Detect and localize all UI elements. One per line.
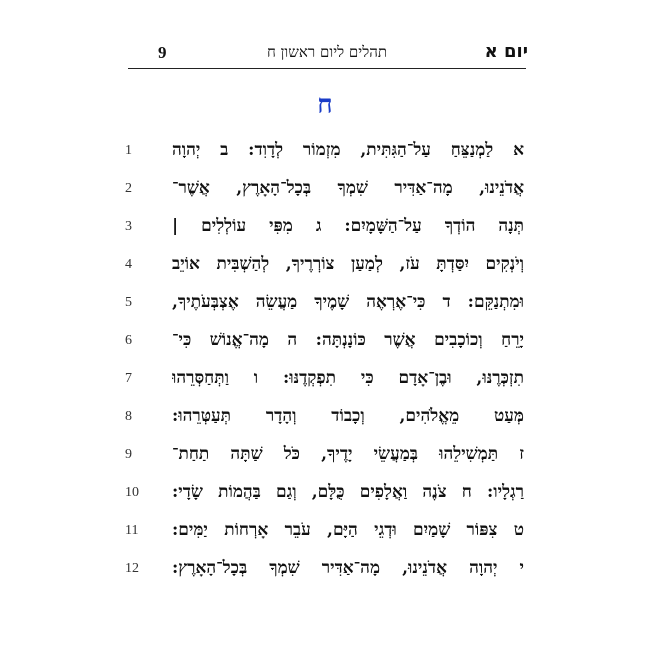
line-number: 11 — [125, 523, 139, 538]
line-number: 8 — [125, 409, 132, 424]
line-number: 2 — [125, 181, 132, 196]
header-day: יום א — [484, 41, 528, 62]
verse-line: ט צִפּוֹר שָׁמַיִם וּדְגֵי הַיָּם, עֹבֵר אָרְחוֹת יַמִּים: — [172, 520, 524, 540]
running-header — [128, 40, 526, 68]
line-number: 3 — [125, 219, 132, 234]
line-number: 12 — [125, 561, 139, 576]
page-number: 9 — [158, 43, 167, 62]
verse-line: תִזְכְּרֶנּוּ, וּבֶן־אָדָם כִּי תִפְקְדֶנּוּ: ו וַתְּחַסְּרֵהוּ — [172, 368, 524, 388]
verse-line: מְּעַט מֵאֱלֹהִים, וְכָבוֹד וְהָדָר תְּעַטְּרֵהוּ: — [172, 406, 524, 426]
line-number: 6 — [125, 333, 132, 348]
verse-line: וּמִתְנַקֵּם: ד כִּי־אֶרְאֶה שָׁמֶיךָ מַעֲשֵׂה אֶצְבְּעֹתֶיךָ, — [172, 292, 524, 312]
verse-line: רַגְלָיו: ח צֹנֶה וַאֲלָפִים כֻּלָּם, וְגַם בַּהֲמוֹת שָׂדָי: — [172, 482, 524, 502]
verse-line: יָרֵחַ וְכוֹכָבִים אֲשֶׁר כּוֹנָנְתָּה: ה מָה־אֱנוֹשׁ כִּי־ — [172, 330, 524, 350]
header-title: תהלים ליום ראשון ח — [266, 43, 388, 61]
verse-line: ז תַּמְשִׁילֵהוּ בְּמַעֲשֵׂי יָדֶיךָ, כֹּל שַׁתָּה תַחַת־ — [172, 444, 524, 464]
verse-line: אֲדֹנֵינוּ, מָה־אַדִּיר שִׁמְךָ בְּכָל־הָאָרֶץ, אֲשֶׁר־ — [172, 178, 524, 198]
verse-line: א לַמְנַצֵּחַ עַל־הַגִּתִּית, מִזְמוֹר לְדָוִד: ב יְהוָה — [172, 140, 524, 160]
line-number: 9 — [125, 447, 132, 462]
line-number: 10 — [125, 485, 139, 500]
line-number: 7 — [125, 371, 132, 386]
line-number: 4 — [125, 257, 132, 272]
verse-line: י יְהוָה אֲדֹנֵינוּ, מָה־אַדִּיר שִׁמְךָ בְּכָל־הָאָרֶץ: — [172, 558, 524, 578]
line-number: 1 — [125, 143, 132, 158]
verse-line: תְּנָה הוֹדְךָ עַל־הַשָּׁמָיִם: ג מִפִּי עוֹלְלִים | — [172, 216, 524, 236]
header-rule — [128, 68, 526, 69]
chapter-heading: ח — [317, 90, 333, 120]
line-number: 5 — [125, 295, 132, 310]
verse-line: וְיֹנְקִים יִסַּדְתָּ עֹז, לְמַעַן צוֹרְרֶיךָ, לְהַשְׁבִּית אוֹיֵב — [172, 254, 524, 274]
